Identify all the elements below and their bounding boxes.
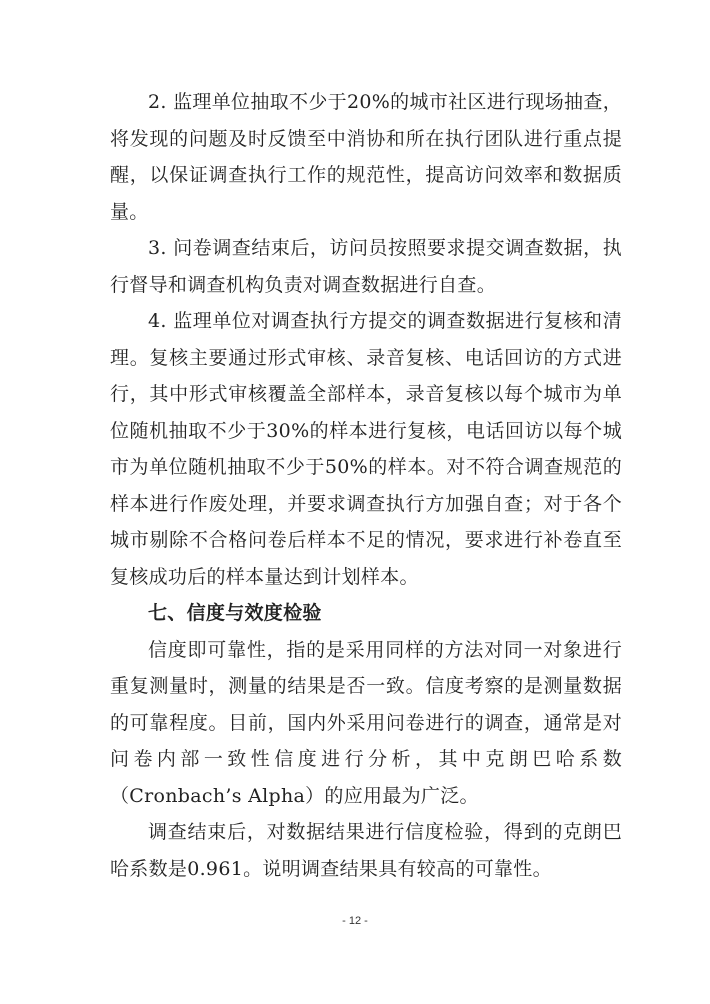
paragraph-item-3: 3. 问卷调查结束后，访问员按照要求提交调查数据，执行督导和调查机构负责对调查数据进行自查。 [110,237,622,296]
paragraph-item-2: 2. 监理单位抽取不少于20%的城市社区进行现场抽查，将发现的问题及时反馈至中消协和所在执行团队进行重点提醒，以保证调查执行工作的规范性，提高访问效率和数据质量。 [110,91,622,223]
paragraph-reliability-definition: 信度即可靠性，指的是采用同样的方法对同一对象进行重复测量时，测量的结果是否一致。信度考察的是测量数据的可靠程度。目前，国内外采用问卷进行的调查，通常是对问卷内部一致性信度进行分析，其中克朗巴哈系数（Cronbach’s Alpha）的应用最为广泛。 [110,638,622,807]
page-number: - 12 - [342,915,368,927]
section-heading-reliability: 七、信度与效度检验 [148,602,322,624]
paragraph-reliability-result: 调查结束后，对数据结果进行信度检验，得到的克朗巴哈系数是0.961。说明调查结果具有较高的可靠性。 [110,821,622,880]
document-body [110,84,622,887]
paragraph-item-4: 4. 监理单位对调查执行方提交的调查数据进行复核和清理。复核主要通过形式审核、录音复核、电话回访的方式进行，其中形式审核覆盖全部样本，录音复核以每个城市为单位随机抽取不少于30%的样本进行复核，电话回访以每个城市为单位随机抽取不少于50%的样本。对不符合调查规范的样本进行作废处理，并要求调查执行方加强自查；对于各个城市剔除不合格问卷后样本不足的情况，要求进行补卷直至复核成功后的样本量达到计划样本。 [110,310,622,588]
